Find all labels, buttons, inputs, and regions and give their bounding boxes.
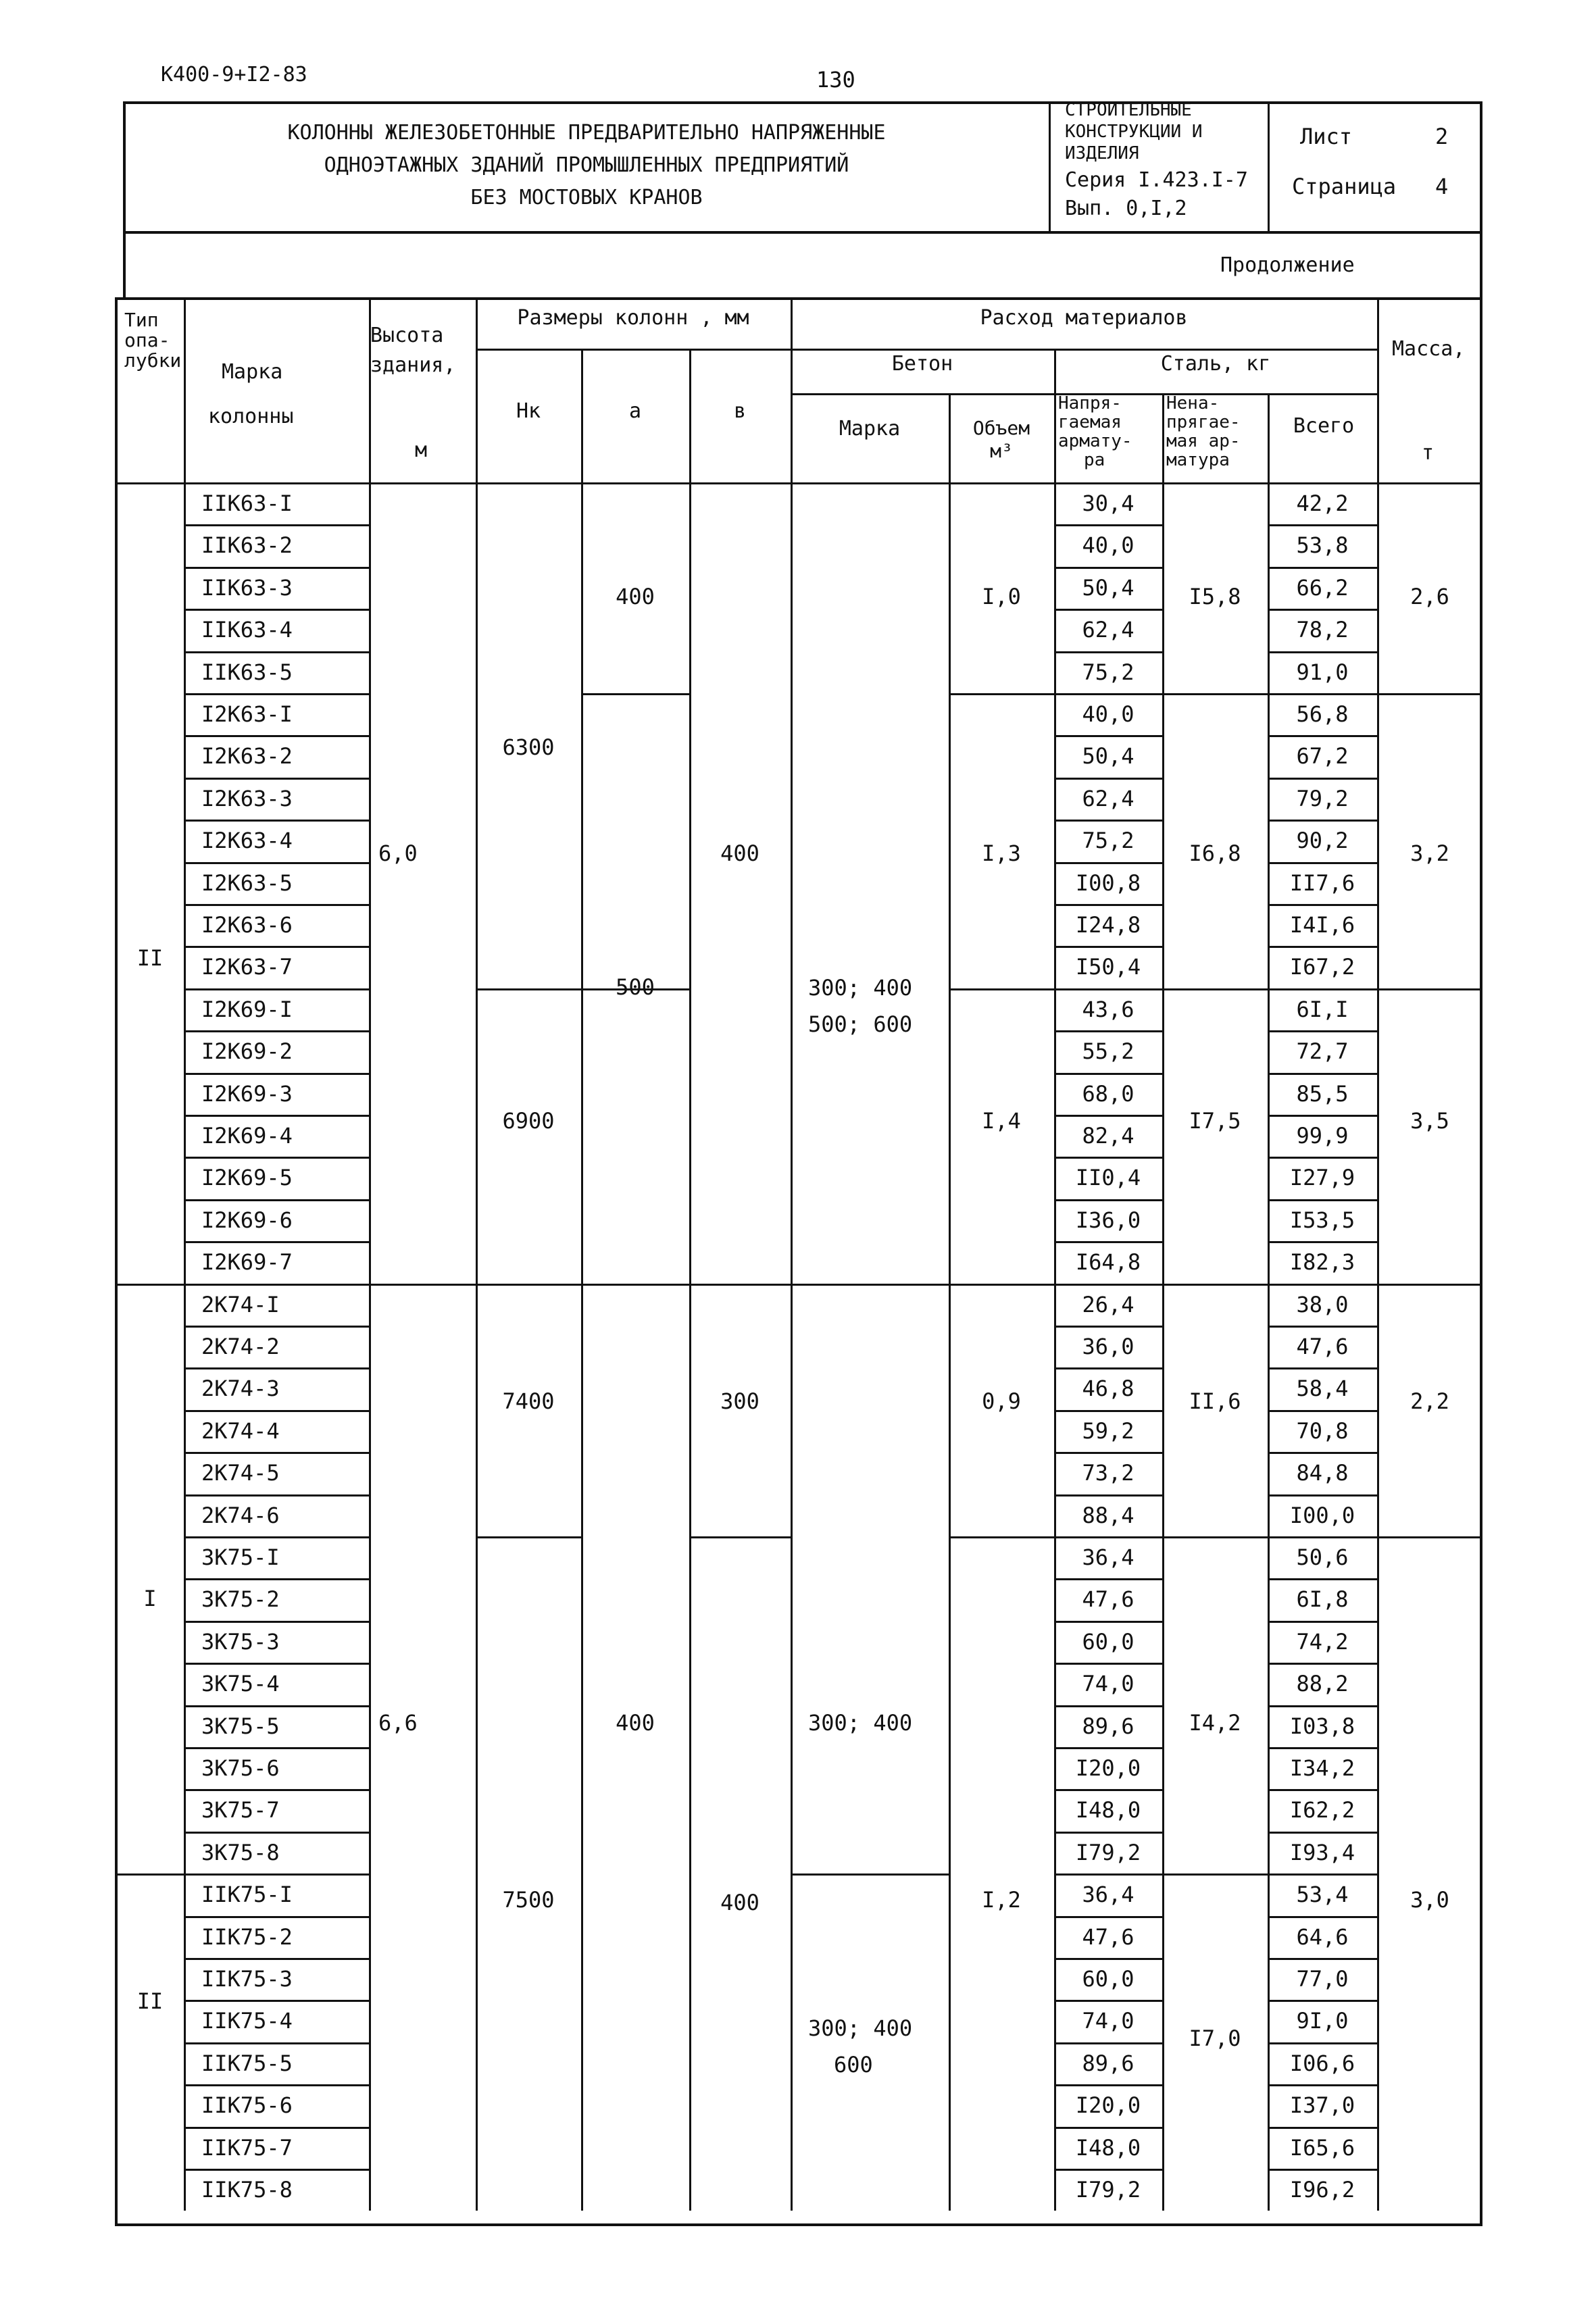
mark-cell: 3K75-3	[201, 1629, 280, 1655]
mark-cell: I2K63-6	[201, 912, 293, 938]
concrete-mark-group-3a: 300; 400	[808, 2015, 913, 2041]
header-prestressed-4: ра	[1084, 450, 1105, 470]
prestressed-cell: I20,0	[1075, 2092, 1141, 2118]
mark-cell: IIK75-8	[201, 2177, 293, 2203]
total-cell: 79,2	[1296, 786, 1349, 811]
header-prestressed-3: армату-	[1058, 431, 1132, 451]
a-group-3: 400	[616, 1710, 655, 1736]
nonprestressed-group-2: I6,8	[1189, 840, 1241, 866]
prestressed-cell: 89,6	[1082, 2051, 1134, 2076]
total-cell: I62,2	[1289, 1797, 1355, 1823]
header-type-3: лубки	[124, 349, 182, 372]
total-cell: I06,6	[1289, 2051, 1355, 2076]
total-cell: 84,8	[1296, 1460, 1349, 1486]
header-steel: Сталь, кг	[1160, 352, 1271, 376]
height-group-2: 6,6	[378, 1710, 418, 1736]
header-mass-2: т	[1422, 441, 1435, 465]
header-volume-2: м³	[990, 440, 1013, 462]
a-group-2: 500	[616, 974, 655, 1000]
mark-cell: I2K69-I	[201, 997, 293, 1022]
total-cell: 6I,I	[1296, 997, 1349, 1022]
total-cell: 77,0	[1296, 1966, 1349, 1992]
prestressed-cell: II0,4	[1075, 1165, 1141, 1190]
concrete-mark-group-3b: 600	[834, 2052, 873, 2078]
prestressed-cell: 59,2	[1082, 1418, 1134, 1444]
total-cell: I67,2	[1289, 954, 1355, 980]
mark-cell: I2K63-3	[201, 786, 293, 811]
type-group-1: II	[136, 945, 164, 971]
mass-group-5: 3,0	[1410, 1887, 1449, 1913]
prestressed-cell: 55,2	[1082, 1038, 1134, 1064]
prestressed-cell: I36,0	[1075, 1207, 1141, 1233]
hk-group-3: 7400	[502, 1388, 555, 1414]
prestressed-cell: 50,4	[1082, 575, 1134, 601]
total-cell: I34,2	[1289, 1755, 1355, 1781]
total-cell: II7,6	[1289, 870, 1355, 896]
header-nonprestressed-1: Нена-	[1166, 393, 1220, 413]
mark-cell: I2K69-6	[201, 1207, 293, 1233]
prestressed-cell: I48,0	[1075, 1797, 1141, 1823]
prestressed-cell: 89,6	[1082, 1713, 1134, 1739]
mark-cell: IIK63-5	[201, 659, 293, 685]
header-type-2: опа-	[124, 329, 170, 351]
prestressed-cell: 36,4	[1082, 1544, 1134, 1570]
nonprestressed-group-1: I5,8	[1189, 584, 1241, 609]
volume-group-1: I,0	[982, 584, 1021, 609]
mark-cell: 2K74-3	[201, 1376, 280, 1401]
mass-group-1: 2,6	[1410, 584, 1449, 609]
page-value: 4	[1435, 174, 1449, 199]
height-group-1: 6,0	[378, 840, 418, 866]
mark-cell: I2K69-7	[201, 1249, 293, 1275]
mark-cell: 2K74-2	[201, 1334, 280, 1359]
prestressed-cell: 74,0	[1082, 2008, 1134, 2034]
type-group-3: II	[136, 1988, 164, 2014]
mass-group-2: 3,2	[1410, 840, 1449, 866]
total-cell: 64,6	[1296, 1924, 1349, 1950]
concrete-mark-group-1a: 300; 400	[808, 975, 913, 1001]
mark-cell: IIK63-4	[201, 617, 293, 643]
header-materials: Расход материалов	[980, 306, 1188, 330]
prestressed-cell: 73,2	[1082, 1460, 1134, 1486]
prestressed-cell: 62,4	[1082, 786, 1134, 811]
prestressed-cell: 82,4	[1082, 1123, 1134, 1149]
total-cell: I93,4	[1289, 1840, 1355, 1865]
total-cell: I03,8	[1289, 1713, 1355, 1739]
prestressed-cell: 47,6	[1082, 1586, 1134, 1612]
series-info-2: КОНСТРУКЦИИ И	[1065, 122, 1203, 142]
total-cell: I96,2	[1289, 2177, 1355, 2203]
nonprestressed-group-4: II,6	[1189, 1388, 1241, 1414]
header-hk: Нк	[516, 399, 541, 423]
mark-cell: 2K74-4	[201, 1418, 280, 1444]
total-cell: I4I,6	[1289, 912, 1355, 938]
continuation-label: Продолжение	[1220, 253, 1355, 277]
total-cell: 85,5	[1296, 1081, 1349, 1107]
prestressed-cell: 68,0	[1082, 1081, 1134, 1107]
mass-group-3: 3,5	[1410, 1108, 1449, 1134]
total-cell: 6I,8	[1296, 1586, 1349, 1612]
header-nonprestressed-3: мая ар-	[1166, 431, 1241, 451]
header-mass-1: Масса,	[1392, 337, 1466, 361]
mark-cell: IIK75-4	[201, 2008, 293, 2034]
series-info-1: СТРОИТЕЛЬНЫЕ	[1065, 100, 1192, 120]
total-cell: I37,0	[1289, 2092, 1355, 2118]
prestressed-cell: 40,0	[1082, 701, 1134, 727]
mark-cell: 3K75-8	[201, 1840, 280, 1865]
total-cell: 99,9	[1296, 1123, 1349, 1149]
prestressed-cell: 60,0	[1082, 1629, 1134, 1655]
a-group-1: 400	[616, 584, 655, 609]
total-cell: 58,4	[1296, 1376, 1349, 1401]
volume-group-4: 0,9	[982, 1388, 1021, 1414]
b-group-3: 400	[720, 1890, 759, 1915]
mark-cell: IIK75-7	[201, 2135, 293, 2161]
header-a: а	[628, 399, 642, 423]
hk-group-2: 6900	[502, 1108, 555, 1134]
mark-cell: I2K63-7	[201, 954, 293, 980]
concrete-mark-group-1b: 500; 600	[808, 1011, 913, 1037]
total-cell: 91,0	[1296, 659, 1349, 685]
nonprestressed-group-5: I4,2	[1189, 1710, 1241, 1736]
mark-cell: IIK75-I	[201, 1882, 293, 1907]
total-cell: 78,2	[1296, 617, 1349, 643]
mark-cell: I2K63-4	[201, 828, 293, 853]
nonprestressed-group-6: I7,0	[1189, 2026, 1241, 2051]
prestressed-cell: 50,4	[1082, 743, 1134, 769]
header-mark-1: Марка	[222, 360, 283, 384]
prestressed-cell: I79,2	[1075, 2177, 1141, 2203]
header-height-2: здания,	[370, 353, 456, 377]
header-nonprestressed-4: матура	[1166, 450, 1230, 470]
total-cell: 88,2	[1296, 1671, 1349, 1696]
hk-group-1: 6300	[502, 734, 555, 760]
total-cell: 67,2	[1296, 743, 1349, 769]
prestressed-cell: I00,8	[1075, 870, 1141, 896]
header-type-1: Тип	[124, 309, 159, 331]
mark-cell: IIK75-5	[201, 2051, 293, 2076]
page-label: Страница	[1292, 174, 1397, 199]
mark-cell: IIK63-3	[201, 575, 293, 601]
total-cell: 53,4	[1296, 1882, 1349, 1907]
total-cell: I00,0	[1289, 1503, 1355, 1528]
mark-cell: 3K75-4	[201, 1671, 280, 1696]
total-cell: 66,2	[1296, 575, 1349, 601]
type-group-2: I	[143, 1586, 157, 1611]
hk-group-4: 7500	[502, 1887, 555, 1913]
total-cell: 56,8	[1296, 701, 1349, 727]
mark-cell: I2K63-2	[201, 743, 293, 769]
prestressed-cell: 75,2	[1082, 659, 1134, 685]
total-cell: I53,5	[1289, 1207, 1355, 1233]
series-info-4: Серия I.423.I-7	[1065, 168, 1248, 192]
mass-group-4: 2,2	[1410, 1388, 1449, 1414]
header-height-1: Высота	[370, 324, 444, 347]
header-nonprestressed-2: прягае-	[1166, 412, 1241, 432]
prestressed-cell: 75,2	[1082, 828, 1134, 853]
prestressed-cell: I79,2	[1075, 1840, 1141, 1865]
prestressed-cell: 62,4	[1082, 617, 1134, 643]
prestressed-cell: 26,4	[1082, 1292, 1134, 1317]
volume-group-2: I,3	[982, 840, 1021, 866]
prestressed-cell: 43,6	[1082, 997, 1134, 1022]
total-cell: 47,6	[1296, 1334, 1349, 1359]
document-code: К400-9+I2-83	[161, 63, 307, 86]
prestressed-cell: I48,0	[1075, 2135, 1141, 2161]
mark-cell: IIK63-2	[201, 532, 293, 558]
header-prestressed-2: гаемая	[1058, 412, 1122, 432]
header-b: в	[733, 399, 747, 423]
mark-cell: I2K69-4	[201, 1123, 293, 1149]
header-concrete: Бетон	[891, 352, 953, 376]
title-line-2: ОДНОЭТАЖНЫХ ЗДАНИЙ ПРОМЫШЛЕННЫХ ПРЕДПРИЯТИЙ	[324, 153, 849, 177]
mark-cell: I2K69-2	[201, 1038, 293, 1064]
header-concrete-mark: Марка	[839, 417, 901, 441]
mark-cell: IIK75-6	[201, 2092, 293, 2118]
mark-cell: I2K63-I	[201, 701, 293, 727]
prestressed-cell: 47,6	[1082, 1924, 1134, 1950]
total-cell: 50,6	[1296, 1544, 1349, 1570]
header-dimensions: Размеры колонн , мм	[517, 306, 749, 330]
prestressed-cell: 74,0	[1082, 1671, 1134, 1696]
mark-cell: 2K74-I	[201, 1292, 280, 1317]
mark-cell: 3K75-7	[201, 1797, 280, 1823]
volume-group-3: I,4	[982, 1108, 1021, 1134]
total-cell: 53,8	[1296, 532, 1349, 558]
prestressed-cell: 30,4	[1082, 491, 1134, 516]
total-cell: 72,7	[1296, 1038, 1349, 1064]
mark-cell: 2K74-5	[201, 1460, 280, 1486]
header-height-3: м	[415, 438, 428, 462]
prestressed-cell: 46,8	[1082, 1376, 1134, 1401]
mark-cell: IIK63-I	[201, 491, 293, 516]
mark-cell: I2K63-5	[201, 870, 293, 896]
concrete-mark-group-2a: 300; 400	[808, 1710, 913, 1736]
mark-cell: 3K75-2	[201, 1586, 280, 1612]
series-info-5: Вып. 0,I,2	[1065, 197, 1187, 220]
total-cell: I82,3	[1289, 1249, 1355, 1275]
total-cell: 38,0	[1296, 1292, 1349, 1317]
prestressed-cell: 88,4	[1082, 1503, 1134, 1528]
total-cell: 70,8	[1296, 1418, 1349, 1444]
header-total: Всего	[1293, 414, 1355, 438]
total-cell: 9I,0	[1296, 2008, 1349, 2034]
header-prestressed-1: Напря-	[1058, 393, 1122, 413]
total-cell: 74,2	[1296, 1629, 1349, 1655]
mark-cell: I2K69-3	[201, 1081, 293, 1107]
b-group-1: 400	[720, 840, 759, 866]
prestressed-cell: I50,4	[1075, 954, 1141, 980]
prestressed-cell: I20,0	[1075, 1755, 1141, 1781]
total-cell: I27,9	[1289, 1165, 1355, 1190]
prestressed-cell: 36,0	[1082, 1334, 1134, 1359]
mark-cell: IIK75-3	[201, 1966, 293, 1992]
sheet-value: 2	[1435, 124, 1449, 149]
prestressed-cell: I24,8	[1075, 912, 1141, 938]
mark-cell: 3K75-I	[201, 1544, 280, 1570]
mark-cell: 3K75-5	[201, 1713, 280, 1739]
prestressed-cell: I64,8	[1075, 1249, 1141, 1275]
series-info-3: ИЗДЕЛИЯ	[1065, 143, 1139, 164]
header-mark-2: колонны	[208, 405, 294, 428]
prestressed-cell: 60,0	[1082, 1966, 1134, 1992]
prestressed-cell: 36,4	[1082, 1882, 1134, 1907]
nonprestressed-group-3: I7,5	[1189, 1108, 1241, 1134]
title-line-1: КОЛОННЫ ЖЕЛЕЗОБЕТОННЫЕ ПРЕДВАРИТЕЛЬНО НАПРЯЖЕННЫЕ	[287, 121, 886, 145]
sheet-label: Лист	[1300, 124, 1353, 149]
total-cell: I65,6	[1289, 2135, 1355, 2161]
b-group-2: 300	[720, 1388, 759, 1414]
mark-cell: 3K75-6	[201, 1755, 280, 1781]
page-number: 130	[816, 67, 855, 93]
total-cell: 42,2	[1296, 491, 1349, 516]
prestressed-cell: 40,0	[1082, 532, 1134, 558]
header-volume-1: Объем	[972, 417, 1030, 439]
title-line-3: БЕЗ МОСТОВЫХ КРАНОВ	[470, 186, 703, 209]
mark-cell: 2K74-6	[201, 1503, 280, 1528]
total-cell: 90,2	[1296, 828, 1349, 853]
mark-cell: I2K69-5	[201, 1165, 293, 1190]
mark-cell: IIK75-2	[201, 1924, 293, 1950]
volume-group-5: I,2	[982, 1887, 1021, 1913]
